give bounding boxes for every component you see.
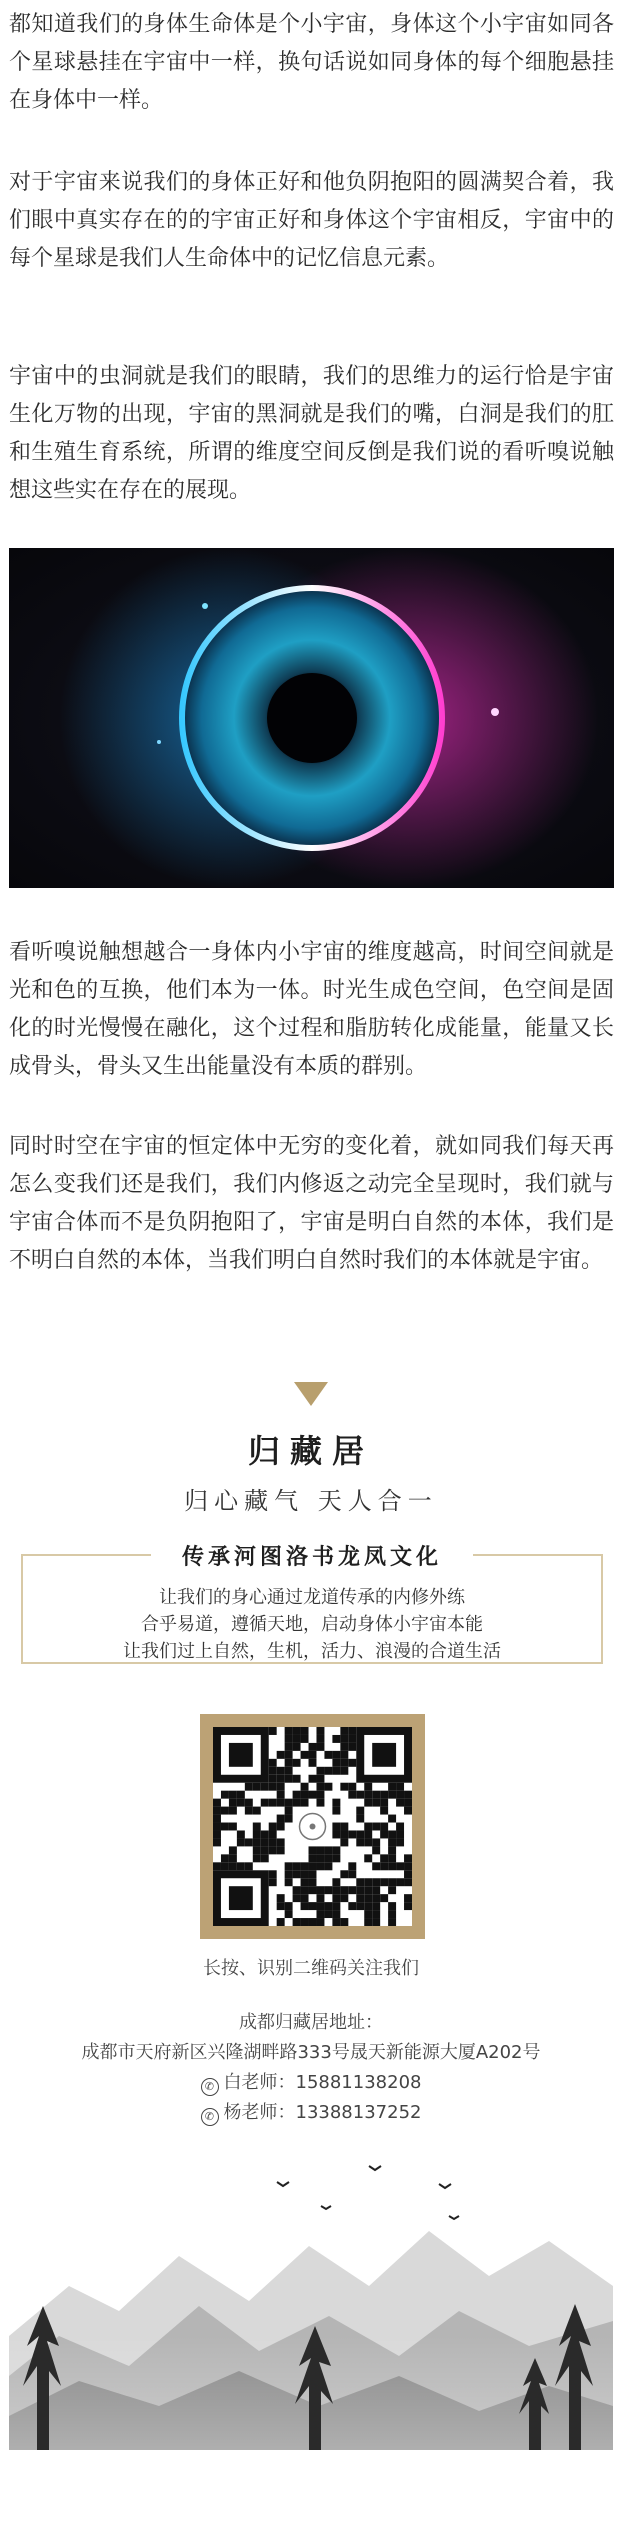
- contact-phone[interactable]: 13388137252: [295, 2102, 422, 2123]
- qr-code-icon: [213, 1727, 412, 1926]
- article-paragraph: 对于宇宙来说我们的身体正好和他负阴抱阳的圆满契合着，我们眼中真实存在的的宇宙正好和身体这个宇宙相反，宇宙中的每个星球是我们人生命体中的记忆信息元素。: [9, 170, 614, 271]
- section-line: 让我们过上自然，生机，活力、浪漫的合道生活: [123, 1641, 501, 1662]
- article-paragraph: 看听嗅说触想越合一身体内小宇宙的维度越高，时间空间就是光和色的互换，他们本为一体。时光生成色空间，色空间是固化的时光慢慢在融化，这个过程和脂肪转化成能量，能量又长成骨头，骨头又生出能量没有本质的群别。: [9, 940, 614, 1079]
- contact-name: 杨老师：: [223, 2102, 296, 2123]
- contact-phone[interactable]: 15881138208: [295, 2072, 422, 2093]
- qr-caption: 长按、识别二维码关注我们: [203, 1958, 419, 1979]
- phone-icon: ✆: [201, 2108, 219, 2126]
- triangle-icon: [294, 1382, 328, 1406]
- section-body: [23, 1584, 601, 1665]
- contact-name: 白老师：: [223, 2072, 296, 2093]
- section-line: 让我们的身心通过龙道传承的内修外练: [159, 1587, 465, 1608]
- article-paragraph: 都知道我们的身体生命体是个小宇宙，身体这个小宇宙如同各个星球悬挂在宇宙中一样，换句话说如同身体的每个细胞悬挂在身体中一样。: [9, 12, 614, 113]
- address-text: 成都市天府新区兴隆湖畔路333号晟天新能源大厦A202号: [81, 2042, 541, 2063]
- culture-frame: [21, 1545, 603, 1664]
- qr-code[interactable]: [200, 1714, 425, 1939]
- mountain-landscape-icon: [9, 2136, 613, 2450]
- address-label: 成都归藏居地址：: [239, 2012, 383, 2033]
- contact-row: [9, 2098, 613, 2128]
- promo-card: [9, 1336, 613, 2450]
- glowing-eye-illustration: [9, 548, 614, 888]
- article-paragraph: 同时时空在宇宙的恒定体中无穷的变化着，就如同我们每天再怎么变我们还是我们，我们内修返之动完全呈现时，我们就与宇宙合体而不是负阴抱阳了，宇宙是明白自然的本体，我们是不明白自然的本体，当我们明白自然时我们的本体就是宇宙。: [9, 1134, 614, 1273]
- section-line: 合乎易道，遵循天地，启动身体小宇宙本能: [141, 1614, 483, 1635]
- frame-top-left-line: [23, 1554, 151, 1556]
- eye-image: [9, 548, 614, 888]
- brand-name: 归藏居: [247, 1432, 374, 1470]
- ink-landscape-illustration: [9, 2136, 613, 2450]
- section-title: 传承河图洛书龙凤文化: [168, 1540, 456, 1571]
- address-block: [9, 2008, 613, 2128]
- phone-icon: ✆: [201, 2078, 219, 2096]
- slogan: 归心藏气 天人合一: [184, 1487, 438, 1515]
- qr-code-image: [213, 1727, 412, 1926]
- frame-top-right-line: [473, 1554, 601, 1556]
- article-paragraph: 宇宙中的虫洞就是我们的眼睛，我们的思维力的运行恰是宇宙生化万物的出现，宇宙的黑洞就是我们的嘴，白洞是我们的肛和生殖生育系统，所谓的维度空间反倒是我们说的看听嗅说触想这些实在存在的展现。: [9, 364, 614, 503]
- contact-row: [9, 2068, 613, 2098]
